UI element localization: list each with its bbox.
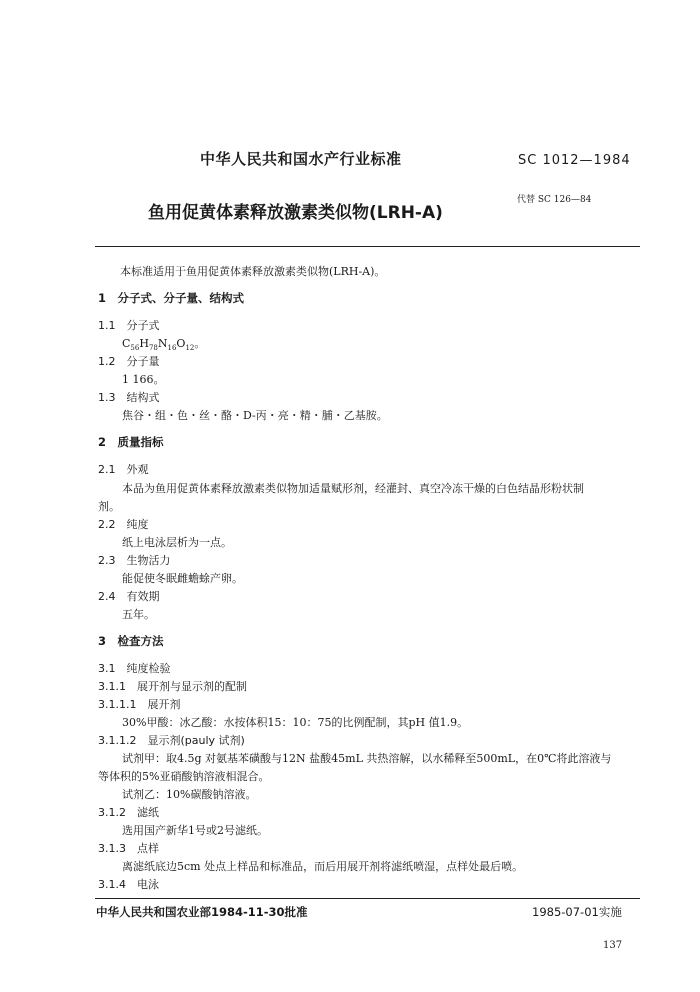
section-2-3-heading: 2.3 生物活力 [98, 554, 171, 567]
structural-formula: 焦谷・组・色・丝・酪・D-丙・亮・精・脯・乙基胺。 [122, 409, 388, 422]
section-3-1-1-1-heading: 3.1.1.1 展开剂 [98, 698, 181, 711]
validity-text: 五年。 [122, 608, 155, 621]
developer-text: 30%甲酸：冰乙酸：水按体积15：10：75的比例配制，其pH 值1.9。 [122, 716, 469, 729]
spotting-text: 离滤纸底边5cm 处点上样品和标准品，而后用展开剂将滤纸喷湿，点样处最后喷。 [122, 860, 524, 873]
page-number: 137 [603, 940, 623, 951]
appearance-text-2: 剂。 [98, 500, 120, 513]
section-2-2-heading: 2.2 纯度 [98, 518, 149, 531]
section-3-1-4-heading: 3.1.4 电泳 [98, 878, 159, 891]
section-1-1-heading: 1.1 分子式 [98, 319, 160, 332]
reagent-a-text-2: 等体积的5%亚硝酸钠溶液相混合。 [98, 770, 270, 783]
section-1-2-heading: 1.2 分子量 [98, 355, 160, 368]
section-3-1-1-heading: 3.1.1 展开剂与显示剂的配制 [98, 680, 247, 693]
section-1-heading: 1 分子式、分子量、结构式 [98, 291, 245, 305]
purity-text: 纸上电泳层析为一点。 [122, 536, 232, 549]
standard-code: SC 1012—1984 [518, 153, 631, 168]
section-2-4-heading: 2.4 有效期 [98, 590, 160, 603]
section-3-1-3-heading: 3.1.3 点样 [98, 842, 159, 855]
intro-text: 本标准适用于鱼用促黄体素释放激素类似物(LRH-A)。 [120, 265, 386, 278]
reagent-b-text: 试剂乙：10%碳酸钠溶液。 [122, 788, 257, 801]
footer-divider [95, 898, 640, 899]
section-3-1-heading: 3.1 纯度检验 [98, 662, 171, 675]
header-divider [95, 246, 640, 247]
appearance-text-1: 本品为鱼用促黄体素释放激素类似物加适量赋形剂，经灌封、真空冷冻干燥的白色结晶形粉状制 [122, 482, 584, 495]
molecular-formula: $C_{56}H_{78}N_{16}O_{12}$。 [122, 337, 206, 353]
section-1-3-heading: 1.3 结构式 [98, 391, 160, 404]
replaces-note: 代替 SC 126—84 [517, 195, 592, 205]
section-3-1-1-2-heading: 3.1.1.2 显示剂(pauly 试剂) [98, 734, 245, 747]
molecular-weight: 1 166。 [122, 373, 165, 386]
section-3-heading: 3 检查方法 [98, 634, 164, 648]
bioactivity-text: 能促使冬眠雌蟾蜍产卵。 [122, 572, 243, 585]
section-2-1-heading: 2.1 外观 [98, 463, 149, 476]
standard-category-title: 中华人民共和国水产行业标准 [200, 150, 402, 168]
implementation-date: 1985-07-01实施 [532, 905, 622, 919]
filter-paper-text: 选用国产新华1号或2号滤纸。 [122, 824, 268, 837]
section-2-heading: 2 质量指标 [98, 435, 164, 449]
document-title: 鱼用促黄体素释放激素类似物(LRH-A) [148, 203, 443, 223]
section-3-1-2-heading: 3.1.2 滤纸 [98, 806, 159, 819]
approval-statement: 中华人民共和国农业部1984-11-30批准 [96, 905, 308, 919]
reagent-a-text-1: 试剂甲：取4.5g 对氨基苯磺酸与12N 盐酸45mL 共热溶解，以水稀释至500mL，在0℃将此溶液与 [122, 752, 612, 765]
